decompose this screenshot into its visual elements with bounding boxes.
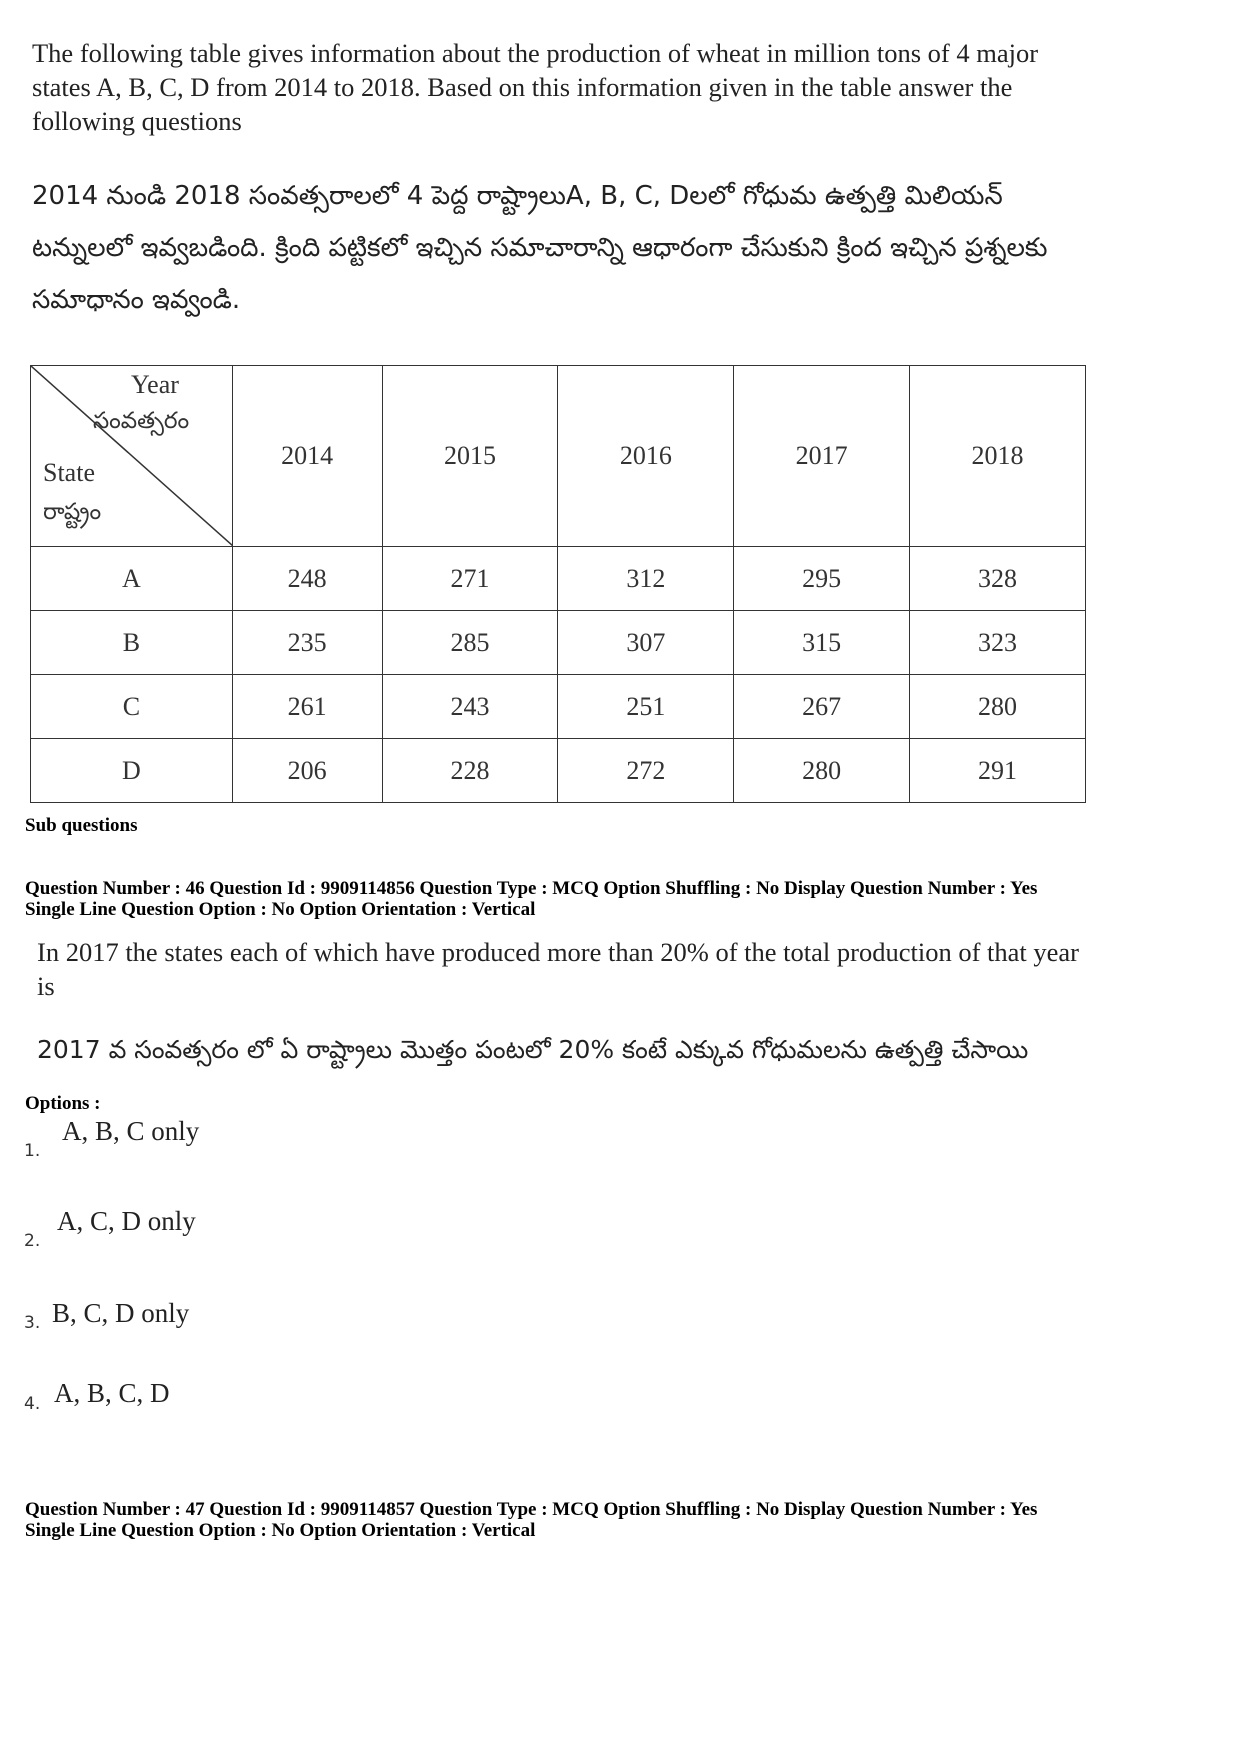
- question-46-text-english: In 2017 the states each of which have produced more than 20% of the total production of that year is: [37, 937, 1079, 1001]
- value-cell: 251: [558, 675, 734, 739]
- sub-questions-label: Sub questions: [25, 815, 138, 836]
- value-cell: 272: [558, 739, 734, 803]
- value-cell: 285: [382, 611, 558, 675]
- value-cell: 271: [382, 547, 558, 611]
- option-text: A, B, C, D: [54, 1378, 170, 1408]
- options-label: Options :: [25, 1093, 101, 1114]
- value-cell: 307: [558, 611, 734, 675]
- year-header-2014: 2014: [232, 366, 382, 547]
- option-number: 2.: [24, 1231, 41, 1251]
- value-cell: 312: [558, 547, 734, 611]
- option-text: A, C, D only: [57, 1206, 196, 1236]
- value-cell: 328: [910, 547, 1086, 611]
- value-cell: 291: [910, 739, 1086, 803]
- option-text: A, B, C only: [62, 1116, 200, 1146]
- table-row: [31, 675, 1086, 739]
- year-header-2015: 2015: [382, 366, 558, 547]
- corner-state-telugu-label: రాష్ట్రం: [43, 499, 102, 525]
- option-number: 1.: [24, 1141, 41, 1161]
- corner-state-label: State: [43, 458, 95, 487]
- state-cell: D: [31, 739, 233, 803]
- year-header-2016: 2016: [558, 366, 734, 547]
- question-47-meta-line-1: Question Number : 47 Question Id : 9909114857 Question Type : MCQ Option Shuffling : No Display Question Number : Yes: [25, 1499, 1038, 1520]
- value-cell: 261: [232, 675, 382, 739]
- option-text: B, C, D only: [52, 1298, 190, 1328]
- value-cell: 295: [734, 547, 910, 611]
- question-47-meta-line-2: Single Line Question Option : No Option Orientation : Vertical: [25, 1520, 536, 1541]
- value-cell: 280: [734, 739, 910, 803]
- table-row: [31, 547, 1086, 611]
- wheat-production-table: [30, 365, 1086, 803]
- table-row: [31, 739, 1086, 803]
- value-cell: 206: [232, 739, 382, 803]
- year-header-2017: 2017: [734, 366, 910, 547]
- value-cell: 323: [910, 611, 1086, 675]
- value-cell: 243: [382, 675, 558, 739]
- option-number: 3.: [24, 1313, 41, 1333]
- passage-telugu: 2014 నుండి 2018 సంవత్సరాలలో 4 పెద్ద రాష్ట్రాలుA, B, C, Dలలో గోధుమ ఉత్పత్తి మిలియన్ టన్నులలో ఇవ్వబడింది. క్రింది పట్టికలో ఇచ్చిన సమాచారాన్ని ఆధారంగా చేసుకుని క్రింద ఇచ్చిన ప్రశ్నలకు సమాధానం ఇవ్వండి.: [32, 181, 1048, 315]
- value-cell: 267: [734, 675, 910, 739]
- state-cell: A: [31, 547, 233, 611]
- value-cell: 228: [382, 739, 558, 803]
- question-46-meta-line-2: Single Line Question Option : No Option Orientation : Vertical: [25, 899, 536, 920]
- corner-year-label: Year: [131, 370, 179, 399]
- state-cell: B: [31, 611, 233, 675]
- value-cell: 235: [232, 611, 382, 675]
- state-cell: C: [31, 675, 233, 739]
- corner-year-telugu-label: సంవత్సరం: [93, 408, 190, 434]
- option-number: 4.: [24, 1394, 41, 1414]
- value-cell: 315: [734, 611, 910, 675]
- value-cell: 248: [232, 547, 382, 611]
- passage-english: The following table gives information about the production of wheat in million tons of 4 major states A, B, C, D from 2014 to 2018. Based on this information given in the table answer the following questions: [32, 38, 1039, 136]
- question-46-text-telugu: 2017 వ సంవత్సరం లో ఏ రాష్ట్రాలు మొత్తం పంటలో 20% కంటే ఎక్కువ గోధుమలను ఉత్పత్తి చేసాయి: [37, 1035, 1029, 1064]
- value-cell: 280: [910, 675, 1086, 739]
- table-row: [31, 611, 1086, 675]
- question-46-meta-line-1: Question Number : 46 Question Id : 9909114856 Question Type : MCQ Option Shuffling : No Display Question Number : Yes: [25, 878, 1038, 899]
- corner-header-cell: [31, 366, 233, 547]
- year-header-2018: 2018: [910, 366, 1086, 547]
- table-header-row: [31, 366, 1086, 547]
